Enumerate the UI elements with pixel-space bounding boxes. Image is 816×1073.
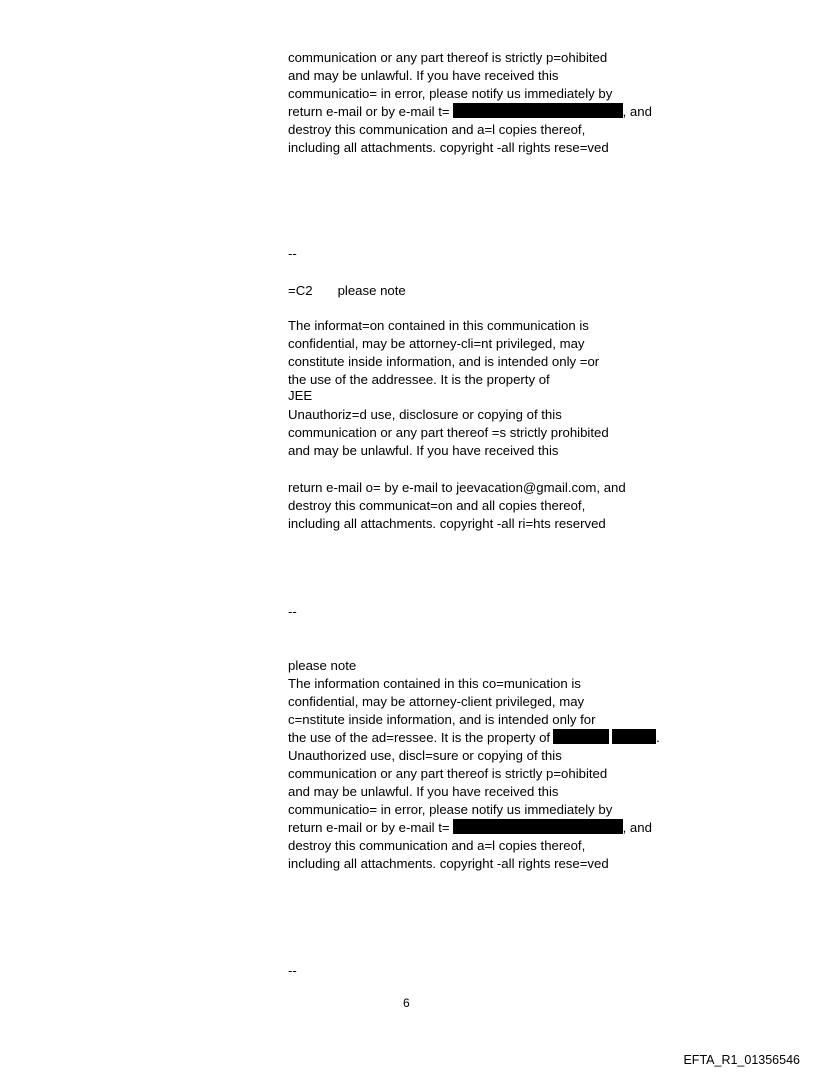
separator: -- [288, 604, 297, 619]
text-segment: . [656, 730, 660, 745]
text-line: The information contained in this co=munication is [288, 676, 581, 691]
text-line [288, 103, 652, 121]
text-line: and may be unlawful. If you have received this [288, 784, 559, 799]
text-line: and may be unlawful. If you have received this [288, 443, 559, 458]
note-heading [288, 282, 406, 300]
text-line: communication or any part thereof is strictly p=ohibited [288, 766, 608, 781]
text-line: communicatio= in error, please notify us immediately by [288, 86, 613, 101]
text-segment: return e-mail or by e-mail t= [288, 820, 450, 835]
text-segment: , and [622, 820, 652, 835]
text-segment: , and [622, 104, 652, 119]
text-segment: return e-mail or by e-mail t= [288, 104, 450, 119]
text-line: communication or any part thereof =s strictly prohibited [288, 425, 609, 440]
text-line: including all attachments. copyright -all rights rese=ved [288, 140, 609, 155]
note-heading: please note [288, 658, 357, 673]
text-line: c=nstitute inside information, and is intended only for [288, 712, 596, 727]
text-line: constitute inside information, and is intended only =or [288, 354, 600, 369]
text-line: The informat=on contained in this communication is [288, 318, 589, 333]
redaction-box [553, 729, 609, 744]
redaction-box [612, 729, 656, 744]
redaction-box [453, 103, 623, 118]
text-line: destroy this communicat=on and all copies thereof, [288, 498, 586, 513]
text-line: JEE [288, 388, 313, 403]
text-line [288, 819, 652, 837]
text-segment: the use of the ad=ressee. It is the property of [288, 730, 551, 745]
text-line [288, 729, 660, 747]
heading-text: please note [337, 283, 406, 298]
text-line: including all attachments. copyright -all ri=hts reserved [288, 516, 606, 531]
document-id: EFTA_R1_01356546 [683, 1053, 800, 1067]
separator: -- [288, 963, 297, 978]
text-line: destroy this communication and a=l copies thereof, [288, 838, 586, 853]
text-line: Unauthoriz=d use, disclosure or copying of this [288, 407, 562, 422]
separator: -- [288, 246, 297, 261]
text-line: confidential, may be attorney-client privileged, may [288, 694, 585, 709]
text-line: communicatio= in error, please notify us immediately by [288, 802, 613, 817]
text-line: the use of the addressee. It is the property of [288, 372, 550, 387]
encoding-code: =C2 [288, 283, 313, 298]
redaction-box [453, 819, 623, 834]
text-line: Unauthorized use, discl=sure or copying of this [288, 748, 562, 763]
text-line: and may be unlawful. If you have received this [288, 68, 559, 83]
text-line: return e-mail o= by e-mail to jeevacation@gmail.com, and [288, 480, 626, 495]
text-line: destroy this communication and a=l copies thereof, [288, 122, 586, 137]
page-number: 6 [403, 996, 410, 1010]
text-line: communication or any part thereof is strictly p=ohibited [288, 50, 608, 65]
text-line: including all attachments. copyright -all rights rese=ved [288, 856, 609, 871]
text-line: confidential, may be attorney-cli=nt privileged, may [288, 336, 585, 351]
